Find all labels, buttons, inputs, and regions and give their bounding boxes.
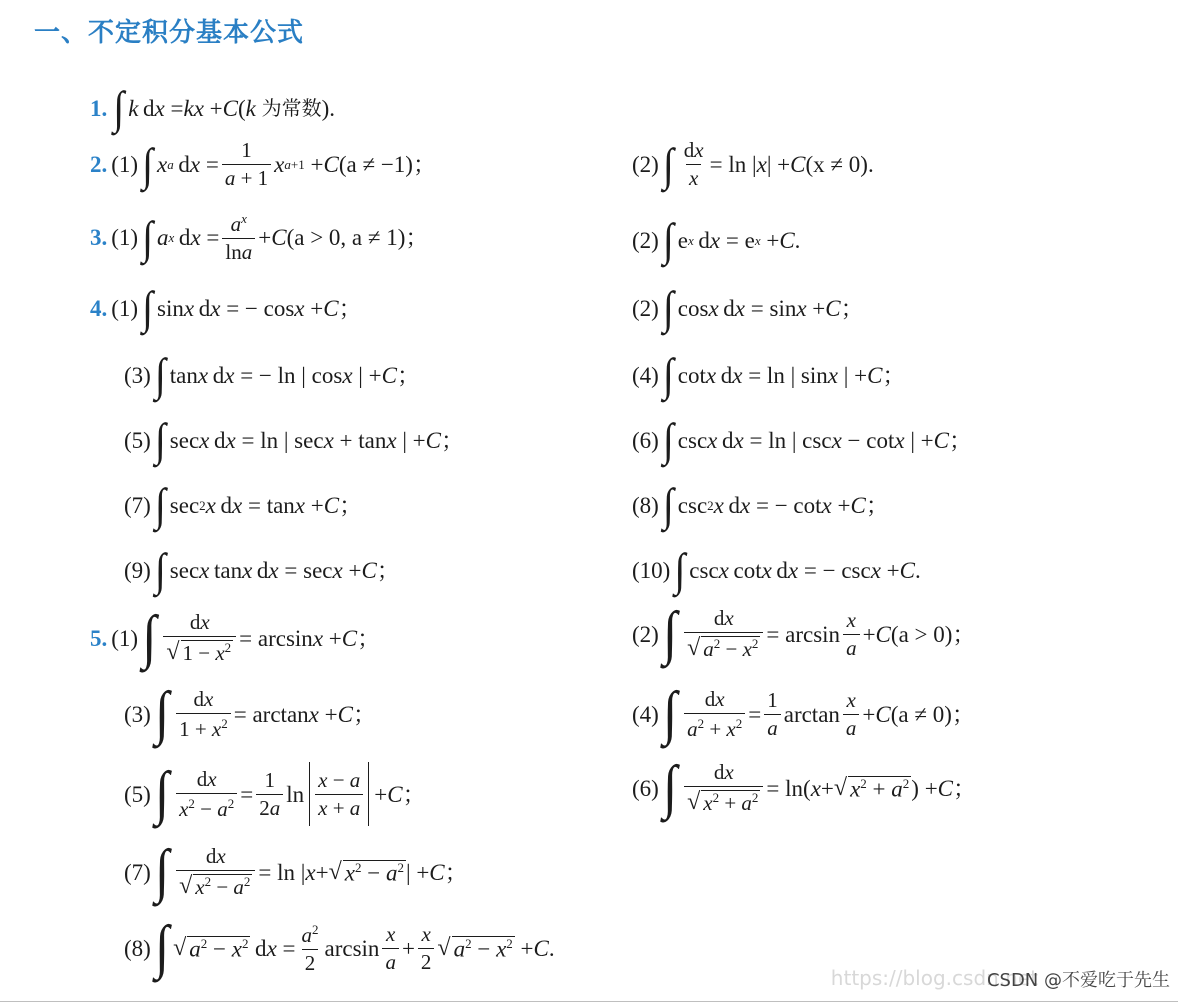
formula-number: 4. [90, 295, 108, 321]
formula-4-4: (4) ∫ cot x d x = ln | sin x | + C ； [632, 348, 906, 401]
formula-index: (3) [124, 701, 151, 727]
formula-index: (2) [632, 295, 659, 321]
integral-sign: ∫ [154, 478, 166, 531]
integral-sign: ∫ [142, 604, 157, 671]
formula-index: (1) [111, 295, 139, 321]
formula-index: (2) [632, 152, 659, 177]
formula-3-2: (2) ∫ e x d x = e x + C . [632, 213, 801, 266]
integral-sign: ∫ [154, 838, 170, 905]
formula-index: (5) [124, 781, 151, 807]
condition: a > 0, a ≠ 1 [294, 225, 398, 250]
formula-index: (4) [632, 701, 659, 727]
formula-5-8: (8) ∫ √ $a^2 - x^2$ d x = $\frac{a^2}{2}$ arcsin $\frac{x}{a}$ + $\frac{x}{2}$ √ $a^2 - x^2$ + C . [124, 914, 555, 981]
integral-sign: ∫ [662, 348, 674, 401]
formula-index: (5) [124, 427, 151, 453]
formula-index: (4) [632, 362, 659, 388]
formula-5-4: (4) ∫ $\frac{dx}{a^2 + x^2}$ = $\frac{1}{a}$ arctan $\frac{x}{a}$ + C ( a ≠ 0 )； [632, 680, 975, 747]
formula-2-1: 2. (1) ∫ x a d x = $\frac{1}{a + 1}$ x a+1 + C ( a ≠ −1 )； [90, 138, 436, 190]
formula-4-10: (10) ∫ csc x cot x d x = − csc x + C . [632, 543, 921, 596]
bottom-divider [0, 1001, 1178, 1002]
integral-sign: ∫ [154, 680, 170, 747]
formula-5-5: (5) ∫ $\frac{dx}{x^2 - a^2}$ = $\frac{1}{2a}$ ln $\frac{x - a}{x + a}$ + C ； [124, 760, 426, 827]
integral-sign: ∫ [142, 281, 154, 334]
integral-sign: ∫ [674, 543, 686, 596]
integral-sign: ∫ [154, 348, 166, 401]
integral-sign: ∫ [154, 543, 166, 596]
formula-index: (6) [632, 427, 659, 453]
condition: a ≠ 0 [898, 701, 945, 727]
formula-1: 1. ∫ k d x = kx + C ( k 为常数 ). [90, 81, 336, 134]
formula-3-1: 3. (1) ∫ a x d x = $\frac{a^x}{\ln a}$ + C ( a > 0, a ≠ 1 )； [90, 211, 429, 264]
formula-index: (7) [124, 859, 151, 885]
integral-sign: ∫ [142, 138, 154, 190]
integral-sign: ∫ [154, 760, 170, 827]
formula-index: (7) [124, 492, 151, 518]
integral-sign: ∫ [113, 81, 125, 134]
formula-4-2: (2) ∫ cos x d x = sin x + C ； [632, 281, 864, 334]
formula-number: 5. [90, 625, 108, 651]
formula-4-8: (8) ∫ csc 2 x d x = − cot x + C ； [632, 478, 889, 531]
formula-2-2: (2) ∫ $\frac{dx}{x}$ = ln | x | + C ( x ≠ 0 ). [632, 138, 874, 190]
integral-sign: ∫ [662, 680, 678, 747]
csdn-watermark: CSDN @不爱吃于先生 [986, 970, 1170, 991]
integral-sign: ∫ [662, 478, 674, 531]
formula-5-1: 5. (1) ∫ dx √ $1 - x^2$ = arcsin x + C ； [90, 604, 381, 671]
formula-number: 3. [90, 225, 108, 250]
formula-number: 1. [90, 95, 108, 121]
integral-sign: ∫ [154, 914, 170, 981]
integral-sign: ∫ [662, 138, 674, 190]
formula-5-3: (3) ∫ $\frac{dx}{1 + x^2}$ = arctan x + C ； [124, 680, 376, 747]
formula-index: (1) [111, 225, 139, 250]
integral-sign: ∫ [154, 413, 166, 466]
formula-index: (8) [632, 492, 659, 518]
formula-5-2: (2) ∫ dx √ $a^2 - x^2$ = arcsin $\frac{x}{a}$ + C ( a > 0 )； [632, 600, 976, 667]
integral-sign: ∫ [142, 211, 154, 263]
formula-5-6: (6) ∫ dx √ $x^2 + a^2$ = ln( x + √ $x^2 + a^2$ ) + C ； [632, 754, 977, 821]
formula-index: (9) [124, 557, 151, 583]
formula-4-9: (9) ∫ sec x tan x d x = sec x + C ； [124, 543, 400, 596]
integral-sign: ∫ [662, 213, 674, 266]
formula-number: 2. [90, 152, 108, 177]
formula-index: (1) [111, 625, 139, 651]
condition: x ≠ 0 [813, 152, 861, 177]
formula-4-6: (6) ∫ csc x d x = ln | csc x − cot x | + C ； [632, 413, 972, 466]
integral-sign: ∫ [662, 281, 674, 334]
formula-index: (8) [124, 935, 151, 961]
formula-index: (10) [632, 557, 671, 583]
formula-index: (2) [632, 227, 659, 253]
section-title: 一、不定积分基本公式 [34, 18, 305, 48]
formula-4-5: (5) ∫ sec x d x = ln | sec x + tan x | + C ； [124, 413, 464, 466]
const-note: 为常数 [261, 96, 322, 120]
formula-index: (3) [124, 362, 151, 388]
formula-4-1: 4. (1) ∫ sin x d x = − cos x + C ； [90, 281, 362, 334]
formula-index: (6) [632, 775, 659, 801]
formula-4-3: (3) ∫ tan x d x = − ln | cos x | + C ； [124, 348, 420, 401]
condition: a > 0 [898, 621, 945, 647]
formula-5-7: (7) ∫ dx √ $x^2 - a^2$ = ln | x + √ $x^2 - a^2$ | + C ； [124, 838, 468, 905]
formula-index: (1) [111, 152, 139, 177]
integral-sign: ∫ [662, 754, 678, 821]
integral-sign: ∫ [662, 413, 674, 466]
faint-watermark: https://blog.csdn.net [830, 966, 1038, 990]
formula-index: (2) [632, 621, 659, 647]
integral-sign: ∫ [662, 600, 678, 667]
formula-4-7: (7) ∫ sec 2 x d x = tan x + C ； [124, 478, 363, 531]
condition: a ≠ −1 [346, 152, 406, 177]
